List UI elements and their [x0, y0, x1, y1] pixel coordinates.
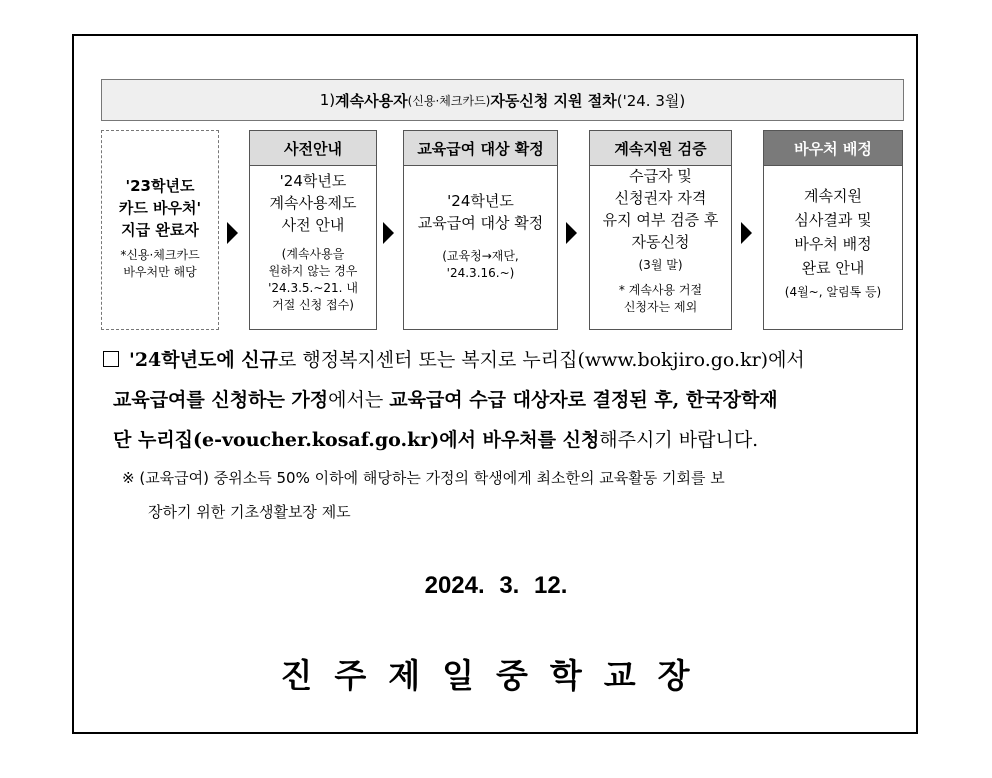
step4-line: 심사결과 및 [794, 211, 872, 229]
step3-line: 자동신청 [631, 233, 690, 251]
step3-note: 신청자는 제외 [623, 300, 698, 314]
paragraph-line-3 [113, 425, 928, 452]
step3-head: 계속지원 검증 [590, 131, 731, 166]
step4-line: 완료 안내 [801, 259, 865, 277]
checkbox-icon [103, 351, 119, 367]
step2-head: 교육급여 대상 확정 [404, 131, 557, 166]
paragraph-bold: 단 누리집(e-voucher.kosaf.go.kr)에서 바우처를 신청 [113, 429, 600, 451]
paragraph-bold: '24학년도에 신규 [129, 349, 278, 371]
paragraph-bold: 교육급여 수급 대상자로 결정된 후, 한국장학재 [389, 389, 778, 411]
title-suffix: ('24. 3월) [616, 91, 686, 110]
step-box-confirm [403, 130, 558, 330]
note-line-1: ※ (교육급여) 중위소득 50% 이하에 해당하는 가정의 학생에게 최소한의 교육활동 기회를 보 [122, 469, 725, 487]
step1-line: 계속사용제도 [269, 194, 357, 212]
arrow-right-icon [741, 222, 752, 244]
arrow-right-icon [227, 222, 238, 244]
step3-line: 수급자 및 [629, 167, 692, 185]
step0-line: 카드 바우처' [118, 199, 202, 217]
step0-line: '23학년도 [125, 177, 195, 195]
principal-signature: 진주제일중학교장 [280, 656, 712, 695]
step3-note: * 계속사용 거절 [618, 283, 703, 297]
arrow-right-icon [383, 222, 394, 244]
step-box-notice [249, 130, 377, 330]
step0-line: 지급 완료자 [121, 221, 199, 239]
step1-note: '24.3.5.~21. 내 [268, 281, 358, 295]
paragraph-text: 해주시기 바랍니다. [599, 429, 759, 451]
step0-note: *신용·체크카드 [120, 248, 200, 262]
step1-note: (계속사용을 [281, 247, 345, 261]
step4-line: 바우처 배정 [794, 235, 872, 253]
step1-line: '24학년도 [279, 172, 347, 190]
step3-line: 신청권자 자격 [614, 189, 707, 207]
step4-head: 바우처 배정 [764, 131, 902, 166]
step1-head: 사전안내 [250, 131, 376, 166]
step-box-verify [589, 130, 732, 330]
paragraph-bold: 교육급여를 신청하는 가정 [113, 389, 329, 411]
step-box-assign [763, 130, 903, 330]
step2-note: '24.3.16.~) [446, 266, 515, 280]
title-prefix: 1) [319, 91, 336, 109]
step3-note: (3월 말) [638, 258, 683, 272]
title-small: (신용·체크카드) [407, 93, 491, 108]
document-date: 2024. 3. 12. [424, 572, 568, 599]
procedure-title [101, 79, 904, 121]
step2-line: '24학년도 [447, 192, 514, 210]
step2-line: 교육급여 대상 확정 [417, 214, 544, 232]
step1-note: 거절 신청 접수) [272, 298, 354, 312]
step0-note: 바우처만 해당 [123, 265, 197, 279]
title-bold-2: 자동신청 지원 절차 [490, 91, 617, 110]
paragraph-text: 로 행정복지센터 또는 복지로 누리집(www.bokjiro.go.kr)에서 [278, 349, 805, 371]
paragraph-line-2 [113, 385, 928, 412]
paragraph-text: 에서는 [328, 389, 390, 411]
title-bold-1: 계속사용자 [335, 91, 408, 110]
arrow-right-icon [566, 222, 577, 244]
step4-note: (4월~, 알림톡 등) [784, 285, 882, 299]
step3-line: 유지 여부 검증 후 [602, 211, 719, 229]
step1-line: 사전 안내 [281, 216, 345, 234]
paragraph-line-1 [103, 345, 918, 372]
step1-note: 원하지 않는 경우 [268, 264, 358, 278]
step-box-completed [101, 130, 219, 330]
step4-line: 계속지원 [804, 187, 862, 205]
note-line-2: 장하기 위한 기초생활보장 제도 [148, 503, 351, 521]
step2-note: (교육청→재단, [442, 249, 519, 263]
